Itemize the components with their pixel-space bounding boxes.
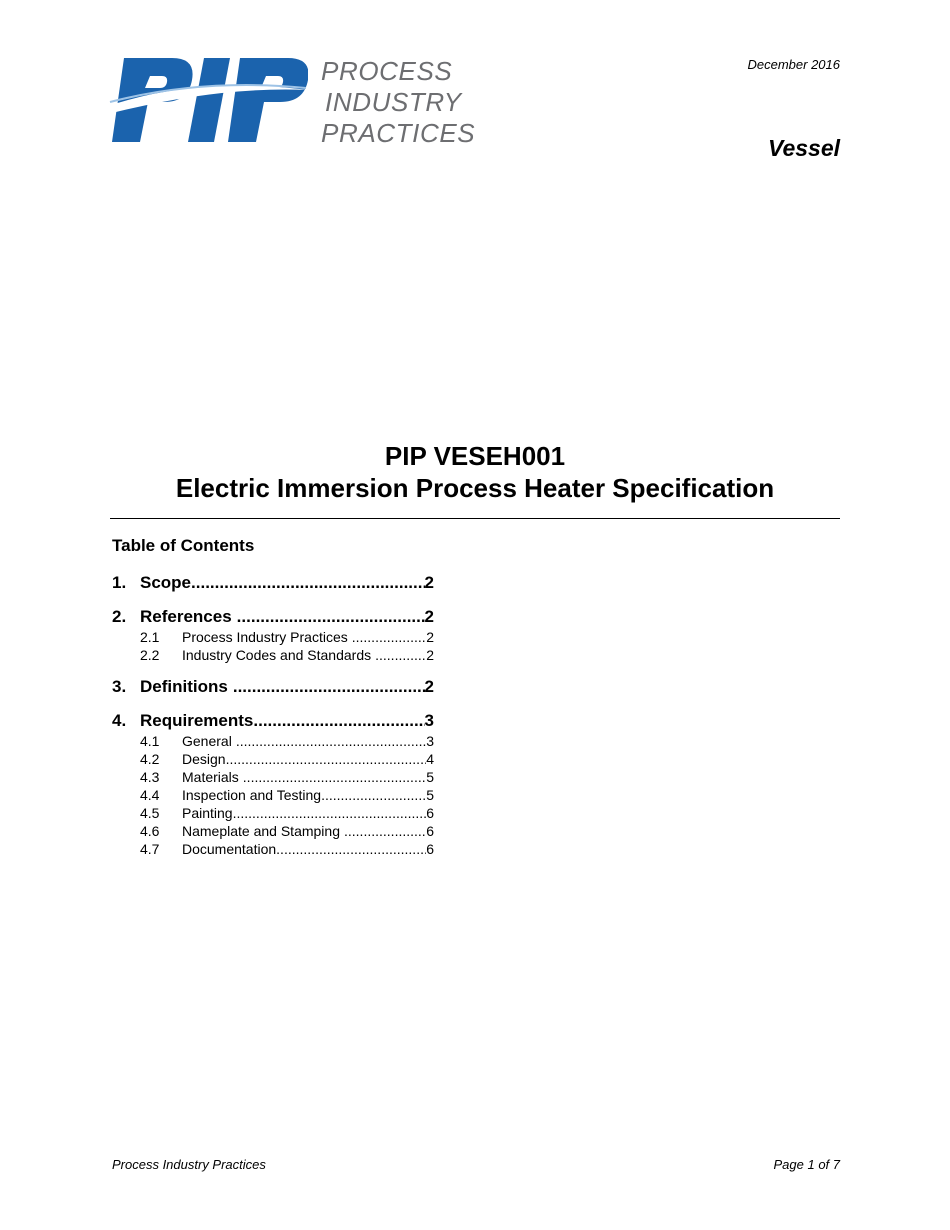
toc-section-number: 4.	[112, 711, 127, 730]
title-divider	[110, 518, 840, 519]
toc-section-page: 2	[424, 573, 434, 592]
toc-subsection-title: Painting	[182, 805, 233, 821]
toc-subsection-entry[interactable]	[112, 732, 434, 750]
toc-subsection-entry[interactable]	[112, 768, 434, 786]
toc-subsection-page: 4	[426, 751, 434, 767]
toc-heading: Table of Contents	[112, 536, 255, 555]
document-date: December 2016	[747, 57, 840, 72]
toc-subsection-entry[interactable]	[112, 750, 434, 768]
toc-subsection-title: Industry Codes and Standards	[182, 647, 372, 663]
toc-subsection-page: 2	[426, 647, 434, 663]
toc-subsection-number: 2.2	[140, 647, 160, 663]
document-code: PIP VESEH001	[384, 441, 566, 471]
toc-leader	[226, 750, 427, 768]
toc-section-number: 2.	[112, 607, 127, 626]
toc-subsection-entry[interactable]	[112, 646, 434, 664]
toc-subsection-title: Process Industry Practices	[182, 629, 348, 645]
toc-subsection-page: 6	[426, 823, 434, 839]
toc-subsection-number: 4.4	[140, 787, 160, 803]
footer-page-number: Page 1 of 7	[773, 1157, 840, 1172]
document-title: Electric Immersion Process Heater Specification	[175, 473, 775, 503]
title-block	[110, 440, 840, 504]
toc-subsection-title: Inspection and Testing	[182, 787, 322, 803]
toc-section-page: 3	[424, 711, 434, 730]
toc-section-title: References	[140, 607, 232, 626]
toc-subsection-entry[interactable]	[112, 786, 434, 804]
toc-subsection-title: Materials	[182, 769, 239, 785]
toc-subsection-page: 3	[426, 733, 434, 749]
footer-organization: Process Industry Practices	[112, 1157, 266, 1172]
toc-subsection-number: 4.6	[140, 823, 160, 839]
toc-section-page: 2	[424, 677, 434, 696]
toc-subsection-page: 5	[426, 787, 434, 803]
toc-subsection-number: 4.2	[140, 751, 160, 767]
logo-line-2: INDUSTRY	[325, 87, 462, 117]
toc-section-entry[interactable]	[112, 605, 434, 628]
toc-subsection-entry[interactable]	[112, 628, 434, 646]
toc-leader	[375, 646, 426, 664]
toc-leader	[253, 709, 424, 732]
toc-section-number: 1.	[112, 573, 127, 592]
toc-section	[112, 571, 434, 594]
toc-leader	[233, 804, 427, 822]
toc-subsection-title: Design	[182, 751, 226, 767]
toc-section	[112, 605, 434, 664]
toc-section-entry[interactable]	[112, 675, 434, 698]
toc-leader	[237, 605, 425, 628]
toc-subsection-page: 6	[426, 841, 434, 857]
toc-subsection-number: 4.3	[140, 769, 160, 785]
toc-subsection-page: 6	[426, 805, 434, 821]
toc-leader	[191, 571, 425, 594]
table-of-contents	[112, 571, 434, 869]
toc-leader	[344, 822, 426, 840]
toc-subsection-number: 2.1	[140, 629, 160, 645]
toc-section-number: 3.	[112, 677, 127, 696]
toc-subsection-page: 2	[426, 629, 434, 645]
document-category: Vessel	[767, 135, 840, 161]
toc-section-page: 2	[424, 607, 434, 626]
toc-leader	[233, 675, 425, 698]
toc-section-entry[interactable]	[112, 571, 434, 594]
toc-subsection-entry[interactable]	[112, 804, 434, 822]
toc-subsection-title: General	[182, 733, 232, 749]
toc-subsection-number: 4.5	[140, 805, 160, 821]
logo-wordmark	[321, 56, 475, 149]
toc-subsection-title: Documentation	[182, 841, 277, 857]
toc-section-title: Scope	[140, 573, 192, 592]
toc-subsection-entry[interactable]	[112, 840, 434, 858]
toc-section-title: Definitions	[140, 677, 228, 696]
toc-subsection-entry[interactable]	[112, 822, 434, 840]
toc-section	[112, 709, 434, 858]
toc-subsection-page: 5	[426, 769, 434, 785]
toc-leader	[276, 840, 426, 858]
toc-section-entry[interactable]	[112, 709, 434, 732]
toc-subsection-number: 4.7	[140, 841, 160, 857]
toc-leader	[243, 768, 426, 786]
toc-leader	[236, 732, 426, 750]
pip-logo	[108, 56, 480, 148]
toc-subsection-number: 4.1	[140, 733, 160, 749]
toc-leader	[352, 628, 426, 646]
logo-line-1: PROCESS	[321, 56, 453, 86]
toc-subsection-title: Nameplate and Stamping	[182, 823, 340, 839]
toc-leader	[321, 786, 426, 804]
toc-section-title: Requirements	[140, 711, 254, 730]
toc-section	[112, 675, 434, 698]
pip-logo-mark	[108, 56, 308, 146]
logo-line-3: PRACTICES	[321, 118, 476, 148]
